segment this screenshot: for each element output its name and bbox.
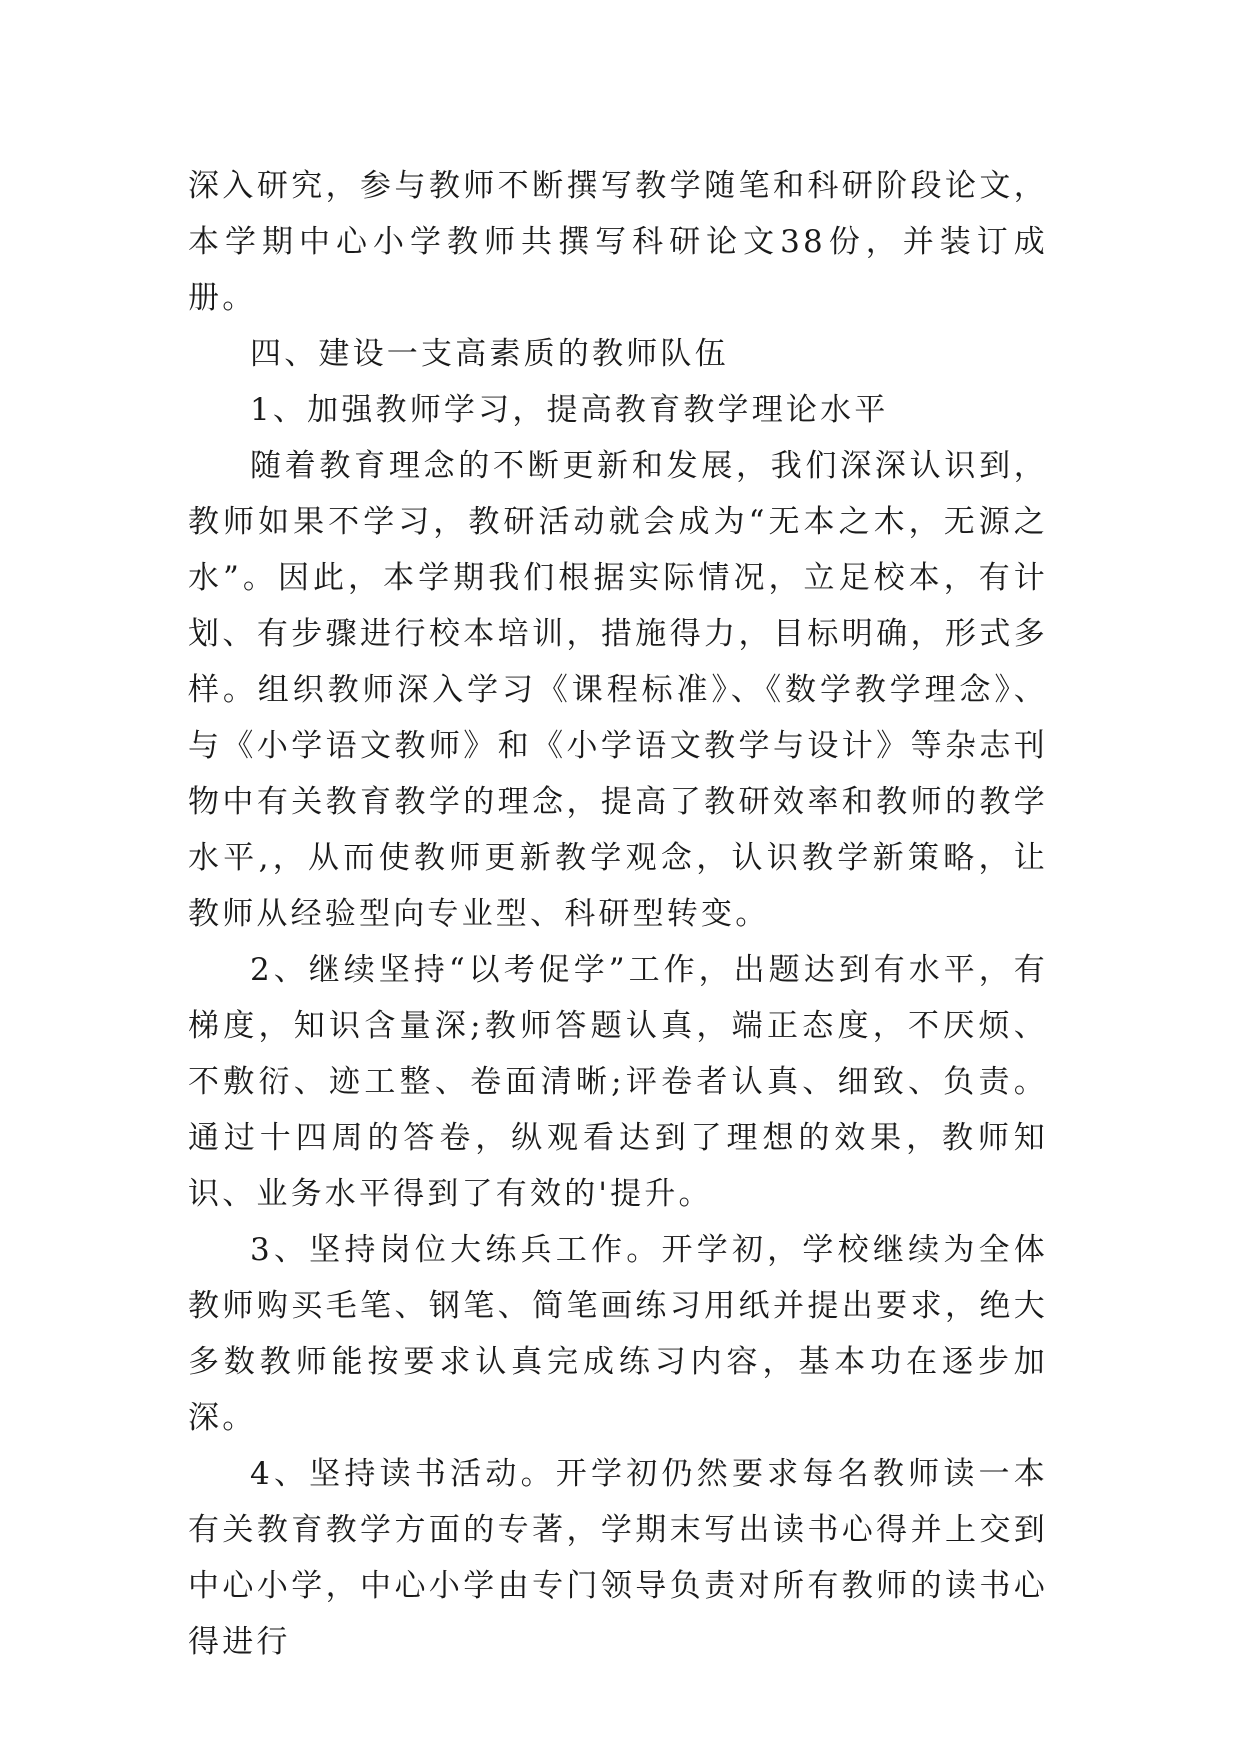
document-body	[188, 158, 1048, 1670]
paragraph-reading-activity: 4、坚持读书活动。开学初仍然要求每名教师读一本有关教育教学方面的专著，学期末写出读书心得并上交到中心小学，中心小学由专门领导负责对所有教师的读书心得进行	[188, 1456, 1048, 1660]
paragraph-skills-training: 3、坚持岗位大练兵工作。开学初，学校继续为全体教师购买毛笔、钢笔、简笔画练习用纸并提出要求，绝大多数教师能按要求认真完成练习内容，基本功在逐步加深。	[188, 1232, 1048, 1436]
paragraph-exam-promotion: 2、继续坚持“以考促学”工作，出题达到有水平，有梯度，知识含量深;教师答题认真，端正态度，不厌烦、不敷衍、迹工整、卷面清晰;评卷者认真、细致、负责。通过十四周的答卷，纵观看达到了理想的效果，教师知识、业务水平得到了有效的'提升。	[188, 952, 1048, 1212]
section-heading-four: 四、建设一支高素质的教师队伍	[250, 336, 729, 372]
paragraph-teacher-learning: 随着教育理念的不断更新和发展，我们深深认识到，教师如果不学习，教研活动就会成为“无本之木，无源之水”。因此，本学期我们根据实际情况，立足校本，有计划、有步骤进行校本培训，措施得力，目标明确，形式多样。组织教师深入学习《课程标准》、《数学教学理念》、与《小学语文教师》和《小学语文教学与设计》等杂志刊物中有关教育教学的理念，提高了教研效率和教师的教学水平,，从而使教师更新教学观念，认识教学新策略，让教师从经验型向专业型、科研型转变。	[188, 448, 1048, 932]
paragraph-continuation: 深入研究，参与教师不断撰写教学随笔和科研阶段论文，本学期中心小学教师共撰写科研论文38份，并装订成册。	[188, 168, 1048, 316]
subheading-teacher-learning: 1、加强教师学习，提高教育教学理论水平	[250, 392, 889, 428]
